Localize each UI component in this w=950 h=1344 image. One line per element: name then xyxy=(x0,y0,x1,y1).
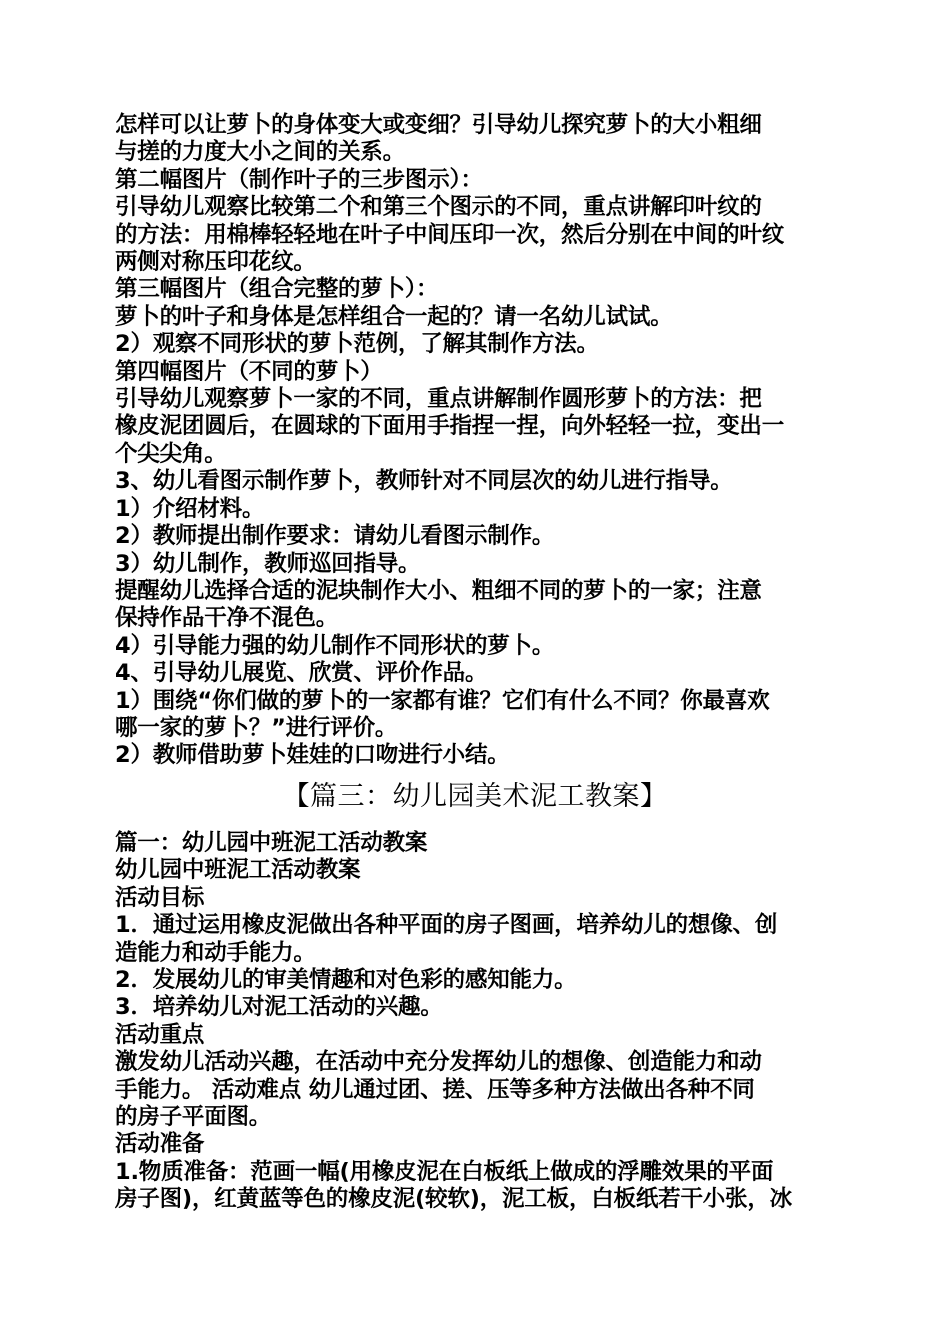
text-line: 3．培养幼儿对泥工活动的兴趣。 xyxy=(115,994,443,1021)
text-line: 房子图)，红黄蓝等色的橡皮泥(较软)，泥工板，白板纸若干小张，冰 xyxy=(115,1186,792,1213)
text-line: 活动重点 xyxy=(115,1021,205,1048)
text-line: 1）介绍材料。 xyxy=(115,495,265,522)
document-body-part2 xyxy=(115,830,850,1214)
text-line: 1）围绕“你们做的萝卜的一家都有谁？它们有什么不同？你最喜欢 xyxy=(115,687,770,714)
text-line: 两侧对称压印花纹。 xyxy=(115,249,316,276)
text-line: 1．通过运用橡皮泥做出各种平面的房子图画，培养幼儿的想像、创 xyxy=(115,912,778,939)
text-line: 篇一：幼儿园中班泥工活动教案 xyxy=(115,830,428,856)
document-body-part1 xyxy=(115,112,850,770)
text-line: 手能力。 活动难点 幼儿通过团、搓、压等多种方法做出各种不同 xyxy=(115,1076,755,1103)
text-line: 的方法：用棉棒轻轻地在叶子中间压印一次，然后分别在中间的叶纹 xyxy=(115,221,785,248)
text-line: 橡皮泥团圆后，在圆球的下面用手指捏一捏，向外轻轻一拉，变出一 xyxy=(115,413,785,440)
text-line: 活动准备 xyxy=(115,1131,205,1158)
text-line: 3）幼儿制作，教师巡回指导。 xyxy=(115,550,421,577)
text-line: 2）观察不同形状的萝卜范例，了解其制作方法。 xyxy=(115,331,599,358)
text-line: 保持作品干净不混色。 xyxy=(115,605,339,632)
section-heading: 【篇三：幼儿园美术泥工教案】 xyxy=(282,781,668,812)
text-line: 3、幼儿看图示制作萝卜，教师针对不同层次的幼儿进行指导。 xyxy=(115,468,733,495)
text-line: 哪一家的萝卜？”进行评价。 xyxy=(115,714,398,741)
text-line: 与搓的力度大小之间的关系。 xyxy=(115,139,405,166)
text-line: 1.物质准备：范画一幅(用橡皮泥在白板纸上做成的浮雕效果的平面 xyxy=(115,1158,774,1185)
text-line: 2．发展幼儿的审美情趣和对色彩的感知能力。 xyxy=(115,967,577,994)
text-line: 第二幅图片（制作叶子的三步图示）： xyxy=(115,166,483,193)
text-line: 第四幅图片（不同的萝卜） xyxy=(115,358,383,385)
text-line: 提醒幼儿选择合适的泥块制作大小、粗细不同的萝卜的一家；注意 xyxy=(115,577,762,604)
text-line: 萝卜的叶子和身体是怎样组合一起的？请一名幼儿试试。 xyxy=(115,303,673,330)
text-line: 2）教师提出制作要求：请幼儿看图示制作。 xyxy=(115,523,555,550)
text-line: 活动目标 xyxy=(115,884,205,911)
text-line: 4、引导幼儿展览、欣赏、评价作品。 xyxy=(115,660,488,687)
text-line: 4）引导能力强的幼儿制作不同形状的萝卜。 xyxy=(115,632,555,659)
text-line: 造能力和动手能力。 xyxy=(115,939,316,966)
text-line: 2）教师借助萝卜娃娃的口吻进行小结。 xyxy=(115,742,510,769)
text-line: 第三幅图片（组合完整的萝卜）： xyxy=(115,276,439,303)
text-line: 的房子平面图。 xyxy=(115,1104,272,1131)
text-line: 怎样可以让萝卜的身体变大或变细？引导幼儿探究萝卜的大小粗细 xyxy=(115,112,762,138)
text-line: 个尖尖角。 xyxy=(115,440,227,467)
text-line: 引导幼儿观察比较第二个和第三个图示的不同，重点讲解印叶纹的 xyxy=(115,194,762,221)
text-line: 激发幼儿活动兴趣，在活动中充分发挥幼儿的想像、创造能力和动 xyxy=(115,1049,762,1076)
text-line: 幼儿园中班泥工活动教案 xyxy=(115,857,361,884)
text-line: 引导幼儿观察萝卜一家的不同，重点讲解制作圆形萝卜的方法：把 xyxy=(115,386,762,413)
